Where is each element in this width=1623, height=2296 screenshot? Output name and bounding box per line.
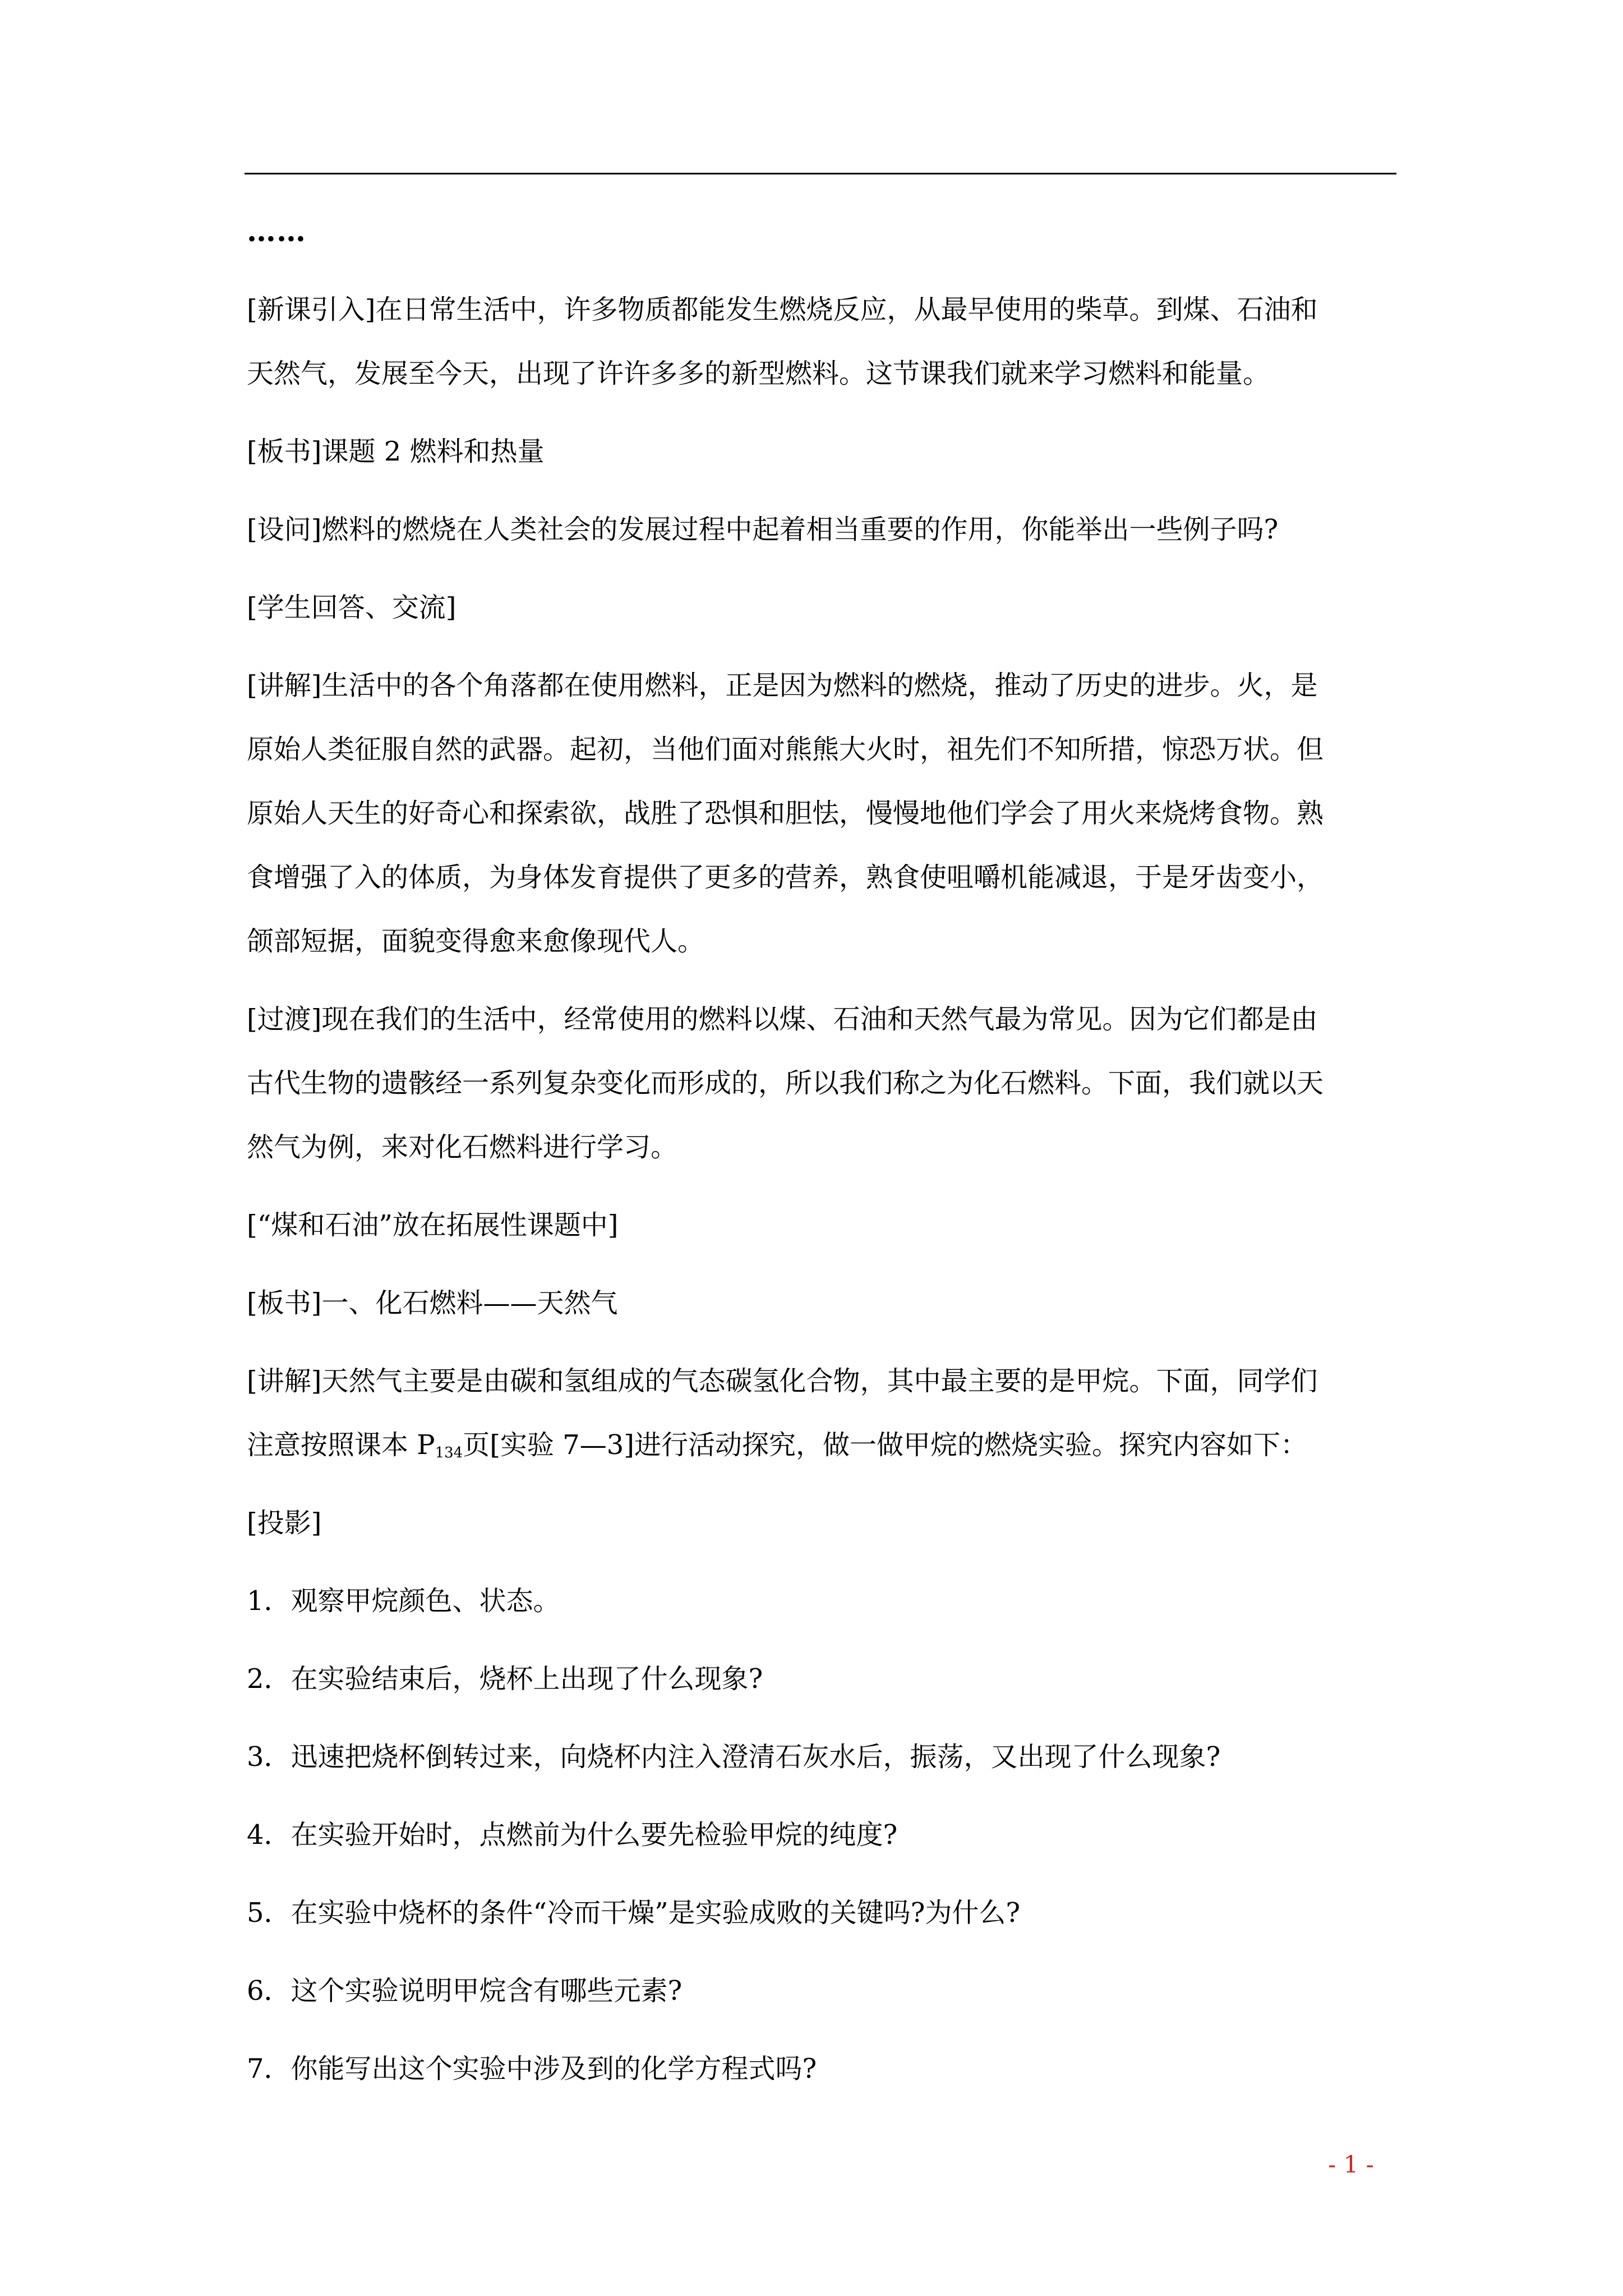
question-item: 5．在实验中烧杯的条件“冷而干燥”是实验成败的关键吗?为什么? (247, 1897, 1021, 1929)
text-line: [新课引入]在日常生活中，许多物质都能发生燃烧反应，从最早使用的柴草。到煤、石油和 (247, 294, 1318, 325)
paragraph-explanation-natural-gas (247, 1349, 1402, 1477)
text-line: 然气为例，来对化石燃料进行学习。 (247, 1131, 678, 1163)
text-line: [“煤和石油”放在拓展性课题中] (247, 1209, 619, 1241)
page-number: - 1 - (1328, 2151, 1374, 2178)
text-line: [讲解]天然气主要是由碳和氢组成的气态碳氢化合物，其中最主要的是甲烷。下面，同学们 (247, 1365, 1318, 1397)
document-body (247, 200, 1402, 2115)
question-item: 2．在实验结束后，烧杯上出现了什么现象? (247, 1663, 763, 1695)
ellipsis-marker: …… (247, 214, 306, 249)
text-line: [讲解]生活中的各个角落都在使用燃料，正是因为燃料的燃烧，推动了历史的进步。火，是 (247, 670, 1318, 701)
text-line: [板书]课题 2 燃料和热量 (247, 436, 545, 467)
text-line: [学生回答、交流] (247, 592, 457, 623)
text-span: 页[实验 7—3]进行活动探究，做一做甲烷的燃烧实验。探究内容如下： (463, 1429, 1307, 1461)
paragraph-note-coal-oil (247, 1193, 1402, 1257)
text-line: 天然气，发展至今天，出现了许许多多的新型燃料。这节课我们就来学习燃料和能量。 (247, 358, 1270, 389)
text-span: 注意按照课本 P (247, 1429, 435, 1461)
paragraph-transition (247, 987, 1402, 1179)
paragraph-student-answer (247, 576, 1402, 639)
paragraph-blackboard-fossil-fuel (247, 1271, 1402, 1335)
question-item: 1．观察甲烷颜色、状态。 (247, 1585, 560, 1617)
text-line-with-subscript (247, 1413, 1402, 1477)
text-line: [板书]一、化石燃料——天然气 (247, 1287, 618, 1319)
text-line: 食增强了入的体质，为身体发育提供了更多的营养，熟食使咀嚼机能减退，于是牙齿变小， (247, 862, 1324, 893)
text-line: 古代生物的遗骸经一系列复杂变化而形成的，所以我们称之为化石燃料。下面，我们就以天 (247, 1068, 1324, 1099)
question-item: 3．迅速把烧杯倒转过来，向烧杯内注入澄清石灰水后，振荡，又出现了什么现象? (247, 1741, 1221, 1773)
paragraph-explanation-fire (247, 654, 1402, 973)
text-line: [过渡]现在我们的生活中，经常使用的燃料以煤、石油和天然气最为常见。因为它们都是由 (247, 1004, 1318, 1035)
paragraph-new-lesson-intro (247, 278, 1402, 406)
paragraph-projection (247, 1491, 1402, 1555)
text-line: 原始人天生的好奇心和探索欲，战胜了恐惧和胆怯，慢慢地他们学会了用火来烧烤食物。熟 (247, 798, 1324, 829)
header-rule (245, 173, 1396, 174)
question-item: 4．在实验开始时，点燃前为什么要先检验甲烷的纯度? (247, 1819, 898, 1851)
paragraph-blackboard-title (247, 420, 1402, 484)
question-item: 6．这个实验说明甲烷含有哪些元素? (247, 1975, 683, 2007)
text-line: 原始人类征服自然的武器。起初，当他们面对熊熊大火时，祖先们不知所措，惊恐万状。但 (247, 734, 1324, 765)
question-list (247, 1569, 1402, 2101)
text-line: 颌部短据，面貌变得愈来愈像现代人。 (247, 926, 705, 957)
question-item: 7．你能写出这个实验中涉及到的化学方程式吗? (247, 2053, 817, 2085)
projection-heading: [投影] (247, 1507, 322, 1539)
paragraph-question (247, 498, 1402, 562)
text-line: [设问]燃料的燃烧在人类社会的发展过程中起着相当重要的作用，你能举出一些例子吗? (247, 514, 1279, 545)
page-subscript: 134 (435, 1444, 463, 1461)
